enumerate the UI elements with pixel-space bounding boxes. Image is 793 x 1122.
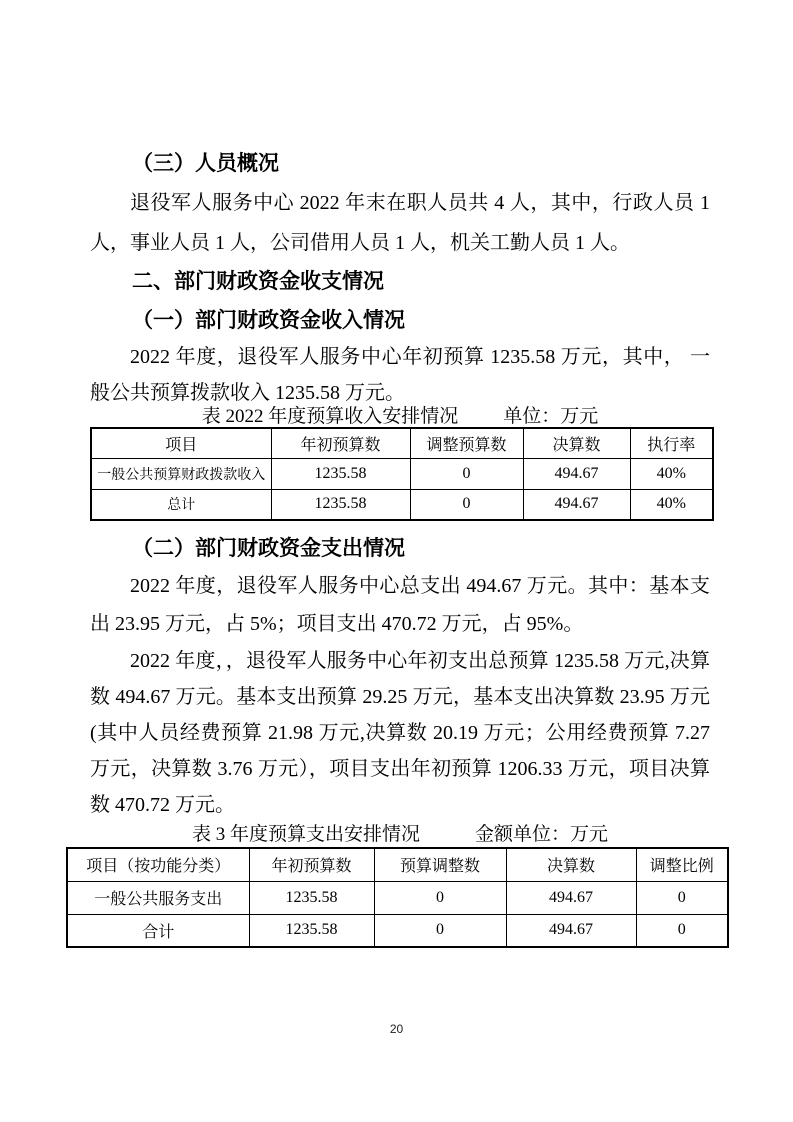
column-header-final-accounts: 决算数 (506, 848, 636, 881)
income-table-caption-text: 表 2022 年度预算收入安排情况 (201, 406, 459, 427)
column-header-execution-rate: 执行率 (630, 428, 713, 458)
page-content (86, 143, 714, 948)
expenditure-table-header-row (67, 848, 728, 881)
heading-personnel-overview: （三）人员概况 (132, 151, 279, 175)
personnel-paragraph: 退役军人服务中心 2022 年末在职人员共 4 人，其中，行政人员 1 人，事业人员 1 人，公司借用人员 1 人，机关工勤人员 1 人。 (90, 192, 710, 254)
column-header-final-accounts: 决算数 (523, 428, 630, 458)
table-row-total (91, 489, 713, 520)
expenditure-paragraph-1: 2022 年度，退役军人服务中心总支出 494.67 万元。其中：基本支出 23.95 万元，占 5%；项目支出 470.72 万元，占 95%。 (90, 575, 710, 635)
table-cell: 40% (630, 458, 713, 489)
income-table (90, 427, 714, 521)
table-row-total (67, 914, 728, 947)
table-cell: 494.67 (523, 458, 630, 489)
heading-income: （一）部门财政资金收入情况 (132, 308, 405, 332)
heading-expenditure: （二）部门财政资金支出情况 (132, 536, 405, 560)
column-header-budget-adjustment: 预算调整数 (374, 848, 506, 881)
column-header-initial-budget: 年初预算数 (249, 848, 374, 881)
table-cell: 1235.58 (271, 489, 410, 520)
expenditure-table-caption-text: 表 3 年度预算支出安排情况 (191, 824, 420, 845)
table-cell: 总计 (91, 489, 271, 520)
column-header-adjusted-budget: 调整预算数 (410, 428, 523, 458)
table-cell: 1235.58 (249, 881, 374, 914)
page-number: 20 (389, 1022, 404, 1036)
table-cell: 0 (636, 881, 728, 914)
table-row (91, 458, 713, 489)
table-cell: 0 (410, 489, 523, 520)
table-cell: 494.67 (523, 489, 630, 520)
expenditure-table (66, 847, 729, 948)
table-cell: 一般公共预算财政拨款收入 (91, 458, 271, 489)
table-cell: 1235.58 (249, 914, 374, 947)
table-cell: 0 (374, 881, 506, 914)
table-cell: 一般公共服务支出 (67, 881, 249, 914)
table-cell: 1235.58 (271, 458, 410, 489)
table-cell: 合计 (67, 914, 249, 947)
table-cell: 494.67 (506, 881, 636, 914)
table-cell: 0 (374, 914, 506, 947)
table-cell: 0 (636, 914, 728, 947)
column-header-item: 项目 (91, 428, 271, 458)
table-cell: 0 (410, 458, 523, 489)
expenditure-table-unit-label: 金额单位：万元 (475, 824, 609, 845)
income-paragraph: 2022 年度，退役军人服务中心年初预算 1235.58 万元，其中， 一般公共预算拨款收入 1235.58 万元。 (90, 346, 710, 404)
expenditure-paragraph-2: 2022 年度，，退役军人服务中心年初支出总预算 1235.58 万元,决算数 494.67 万元。基本支出预算 29.25 万元，基本支出决算数 23.95 万元(其中人员经费预算 21.98 万元,决算数 20.19 万元；公用经费预算 7.27 万元，决算数 3.76 万元），项目支出年初预算 1206.33 万元，项目决算数 470.72 万元。 (90, 650, 710, 816)
heading-finance-overview: 二、部门财政资金收支情况 (132, 270, 384, 293)
table-cell: 40% (630, 489, 713, 520)
table-row (67, 881, 728, 914)
income-table-header-row (91, 428, 713, 458)
expenditure-table-caption (90, 823, 710, 847)
column-header-item-by-function: 项目（按功能分类） (67, 848, 249, 881)
income-table-unit-label: 单位：万元 (503, 406, 599, 427)
column-header-adjustment-ratio: 调整比例 (636, 848, 728, 881)
column-header-initial-budget: 年初预算数 (271, 428, 410, 458)
table-cell: 494.67 (506, 914, 636, 947)
